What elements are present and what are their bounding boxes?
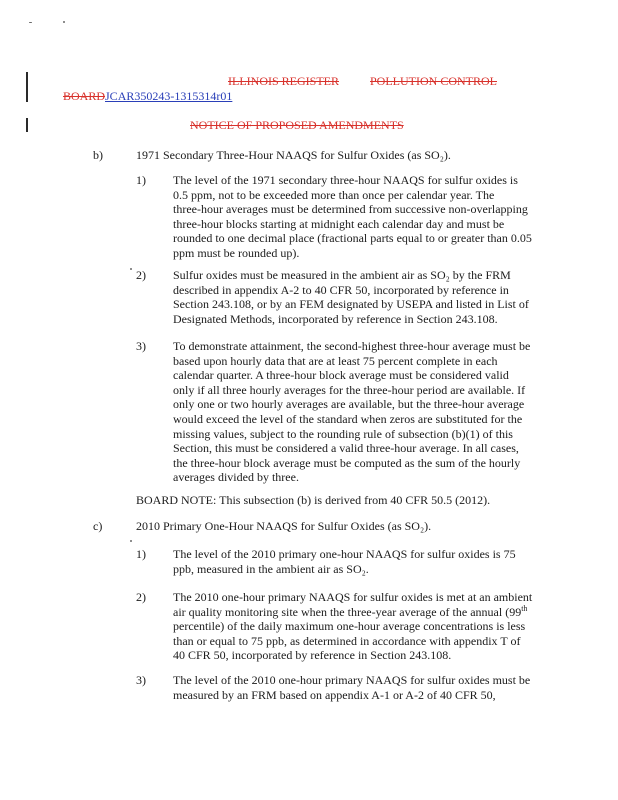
- scan-speck: [130, 540, 132, 542]
- text-line-with-superscript: [173, 605, 532, 620]
- text-line-main: air quality monitoring site when the three-year average of the annual (99: [173, 604, 522, 619]
- section-c-title: 2010 Primary One-Hour NAAQS for Sulfur Oxides (as SO₂).: [136, 519, 432, 533]
- text-line: averages divided by three.: [173, 470, 299, 485]
- item-b3-label: 3): [136, 339, 146, 353]
- item-b3-text: [173, 339, 530, 485]
- revision-bar: [26, 118, 28, 132]
- item-c2-text: [173, 590, 532, 663]
- text-line: The 2010 one-hour primary NAAQS for sulfur oxides is met at an ambient: [173, 590, 533, 604]
- text-line: described in appendix A-2 to 40 CFR 50, incorporated by reference in: [173, 282, 509, 297]
- text-line: ppb, measured in the ambient air as SO₂.: [173, 561, 369, 576]
- item-b1-text: [173, 173, 532, 261]
- scan-speck: [63, 21, 65, 23]
- text-line: 40 CFR 50, incorporated by reference in Section 243.108.: [173, 648, 452, 663]
- text-line: percentile) of the daily maximum one-hour average concentrations is less: [173, 619, 526, 634]
- text-line: missing values, subject to the rounding rule of subsection (b)(1) of this: [173, 426, 513, 441]
- item-b2-label: 2): [136, 268, 146, 282]
- item-b1-label: 1): [136, 173, 146, 187]
- text-line: Designated Methods, incorporated by reference in Section 243.108.: [173, 311, 498, 326]
- item-b2-text: [173, 268, 529, 326]
- revision-bar: [26, 72, 28, 102]
- board-note: BOARD NOTE: This subsection (b) is derived from 40 CFR 50.5 (2012).: [136, 493, 491, 507]
- header-register: ILLINOIS REGISTER: [228, 74, 339, 88]
- text-line: Section, this must be considered a valid three-hour average. In all cases,: [173, 441, 519, 456]
- scan-speck: [29, 22, 32, 23]
- header-jcar-code: JCAR350243-1315314r01: [105, 89, 233, 103]
- text-line: calendar quarter. A three-hour block average must be considered valid: [173, 368, 509, 383]
- section-b-label: b): [93, 148, 103, 162]
- text-line: than or equal to 75 ppb, as determined in accordance with appendix T of: [173, 633, 521, 648]
- scan-speck: [130, 268, 132, 270]
- header-agency: POLLUTION CONTROL: [370, 74, 497, 88]
- header-agency-board: BOARD: [63, 89, 106, 103]
- superscript-th: th: [521, 603, 528, 613]
- text-line: three-hour averages must be determined from successive non-overlapping: [173, 202, 528, 217]
- item-c3-label: 3): [136, 673, 146, 687]
- text-line: rounded to one decimal place (fractional parts equal to or greater than 0.05: [173, 231, 532, 246]
- section-c-label: c): [93, 519, 103, 533]
- item-c2-label: 2): [136, 590, 146, 604]
- text-line: Sulfur oxides must be measured in the ambient air as SO₂ by the FRM: [173, 268, 511, 282]
- text-line: The level of the 2010 one-hour primary NAAQS for sulfur oxides must be: [173, 673, 531, 687]
- text-line: only one or two hourly averages are available, but the three-hour average: [173, 397, 525, 412]
- header-agency-line2: [63, 89, 232, 103]
- text-line: ppm must be rounded up).: [173, 245, 300, 260]
- text-line: The level of the 1971 secondary three-hour NAAQS for sulfur oxides is: [173, 173, 518, 187]
- text-line: would exceed the level of the standard when zeros are substituted for the: [173, 411, 523, 426]
- item-c1-label: 1): [136, 547, 146, 561]
- header-notice: NOTICE OF PROPOSED AMENDMENTS: [190, 118, 404, 132]
- text-line: measured by an FRM based on appendix A-1 or A-2 of 40 CFR 50,: [173, 687, 496, 702]
- text-line: only if all three hourly averages for the three-hour period are available. If: [173, 382, 526, 397]
- text-line: 0.5 ppm, not to be exceeded more than once per calendar year. The: [173, 187, 495, 202]
- text-line: To demonstrate attainment, the second-highest three-hour average must be: [173, 339, 531, 353]
- item-c3-text: [173, 673, 530, 702]
- text-line: the three-hour block average must be computed as the sum of the hourly: [173, 455, 521, 470]
- item-c1-text: [173, 547, 516, 576]
- text-line: The level of the 2010 primary one-hour NAAQS for sulfur oxides is 75: [173, 547, 516, 561]
- text-line: Section 243.108, or by an FEM designated by USEPA and listed in List of: [173, 297, 529, 312]
- section-b-title: 1971 Secondary Three-Hour NAAQS for Sulfur Oxides (as SO₂).: [136, 148, 451, 162]
- text-line: based upon hourly data that are at least 75 percent complete in each: [173, 353, 498, 368]
- text-line: three-hour blocks starting at midnight each calendar day and must be: [173, 216, 505, 231]
